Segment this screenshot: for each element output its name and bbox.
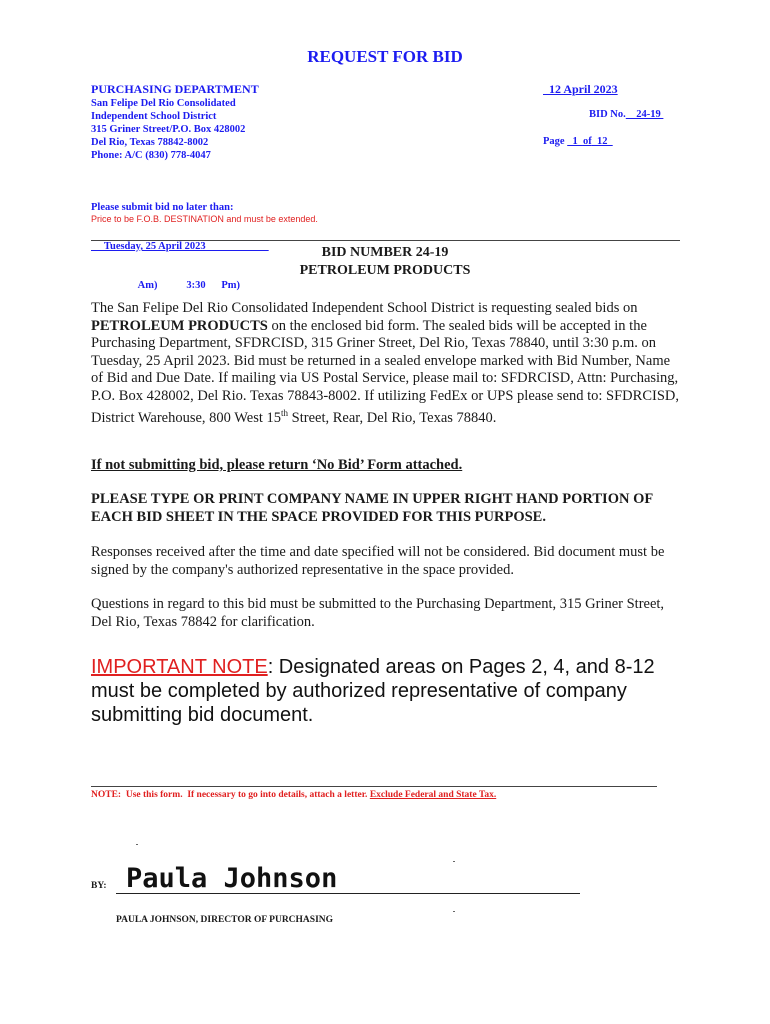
divider (91, 240, 680, 241)
address-line: Independent School District (91, 111, 217, 122)
intro-text: The San Felipe Del Rio Consolidated Independent School District is requesting sealed bids on (91, 300, 638, 316)
submit-date: Tuesday, 25 April 2023 (91, 241, 269, 252)
address-line: Phone: A/C (830) 778-4047 (91, 150, 211, 161)
important-note (91, 655, 671, 727)
submit-time: Am) 3:30 Pm) (91, 280, 241, 291)
issue-date: 12 April 2023 (543, 82, 618, 96)
divider (91, 786, 657, 787)
intro-text-mid: on the enclosed bid form. The sealed bids will be accepted in the Purchasing Department, SFDRCISD, 315 Griner Street, Del Rio, Texas 78840, until 3:30 p.m. on Tuesday, 25 April 2023. Bid must be returned in a sealed envelope marked with Bid Number, Name of Bid and Due Date. If mailing via US Postal Service, please mail to: SFDRCISD, Attn: Purchasing, P.O. Box 428002, Del Rio. Texas 78843-8002. If utilizing FedEx or UPS please send to: SFDRCISD, District Warehouse, 800 West 15 (91, 317, 679, 426)
speck (453, 911, 455, 912)
bid-number: BID NUMBER 24-19 (321, 245, 449, 260)
ordinal-suffix: th (281, 408, 289, 418)
speck (453, 861, 455, 862)
bid-subject: PETROLEUM PRODUCTS (299, 263, 471, 278)
important-text: : Designated areas on Pages 2, 4, and 8-12 must be completed by authorized representative of company submitting bid document. (91, 656, 655, 726)
page-total: 12 (591, 136, 613, 147)
bid-no-label: BID No. (589, 109, 626, 120)
questions-paragraph: Questions in regard to this bid must be submitted to the Purchasing Department, 315 Griner Street, Del Rio, Texas 78842 for clarification. (91, 596, 665, 630)
form-note (91, 790, 496, 800)
document-title: REQUEST FOR BID (307, 47, 463, 66)
intro-text-end: Street, Rear, Del Rio, Texas 78840. (288, 409, 497, 426)
bid-number-header (589, 109, 663, 120)
by-label: BY: (91, 881, 107, 891)
speck (136, 844, 138, 845)
signature-script: Paula Johnson (126, 863, 338, 894)
intro-bold: PETROLEUM PRODUCTS (91, 317, 268, 334)
signer-title: PAULA JOHNSON, DIRECTOR OF PURCHASING (116, 915, 334, 925)
note-text: NOTE: Use this form. If necessary to go into details, attach a letter. (91, 790, 370, 800)
district-address (91, 97, 245, 162)
page-current: 1 (567, 136, 583, 147)
department-name: PURCHASING DEPARTMENT (91, 82, 259, 96)
bid-heading (0, 244, 770, 280)
page-indicator (543, 136, 613, 147)
important-label: IMPORTANT NOTE (91, 656, 268, 678)
tax-exclusion: Exclude Federal and State Tax. (369, 790, 497, 800)
company-name-instruction: PLEASE TYPE OR PRINT COMPANY NAME IN UPPER RIGHT HAND PORTION OF EACH BID SHEET IN THE SPACE PROVIDED FOR THIS PURPOSE. (91, 491, 653, 525)
no-bid-instruction: If not submitting bid, please return ‘No Bid’ Form attached. (91, 457, 463, 473)
page-label: Page (543, 136, 568, 147)
late-responses-paragraph: Responses received after the time and date specified will not be considered. Bid document must be signed by the company's authorized representative in the space provided. (91, 544, 665, 578)
address-line: 315 Griner Street/P.O. Box 428002 (91, 124, 246, 135)
submit-line: Please submit bid no later than: (91, 202, 234, 213)
fob-note: Price to be F.O.B. DESTINATION and must be extended. (91, 214, 318, 224)
bid-no-value: 24-19 (625, 109, 664, 120)
signature-line (116, 893, 580, 894)
page-of: of (582, 136, 592, 147)
intro-paragraph (91, 300, 685, 427)
address-line: San Felipe Del Rio Consolidated (91, 98, 236, 109)
address-line: Del Rio, Texas 78842-8002 (91, 137, 209, 148)
